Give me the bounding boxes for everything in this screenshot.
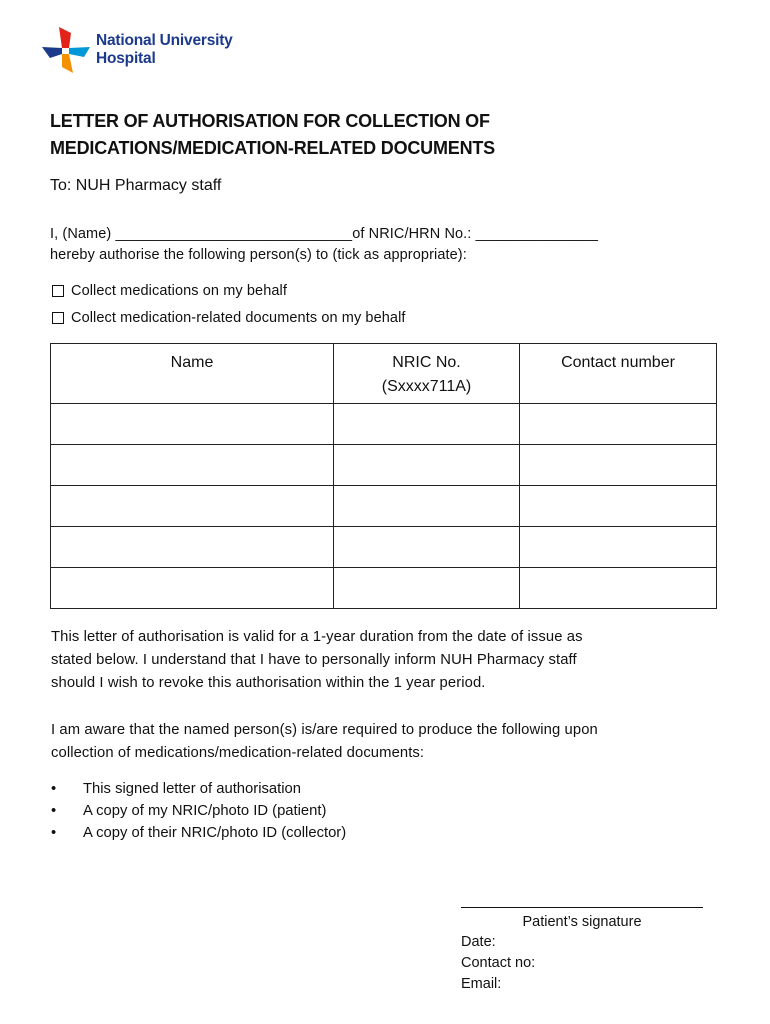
- nric-cell[interactable]: [334, 445, 520, 486]
- nric-cell[interactable]: [334, 527, 520, 568]
- header-name: Name: [51, 344, 334, 404]
- name-cell[interactable]: [51, 527, 334, 568]
- nric-cell[interactable]: [334, 404, 520, 445]
- list-item: [51, 822, 346, 844]
- table-row: [51, 486, 717, 527]
- name-cell[interactable]: [51, 568, 334, 609]
- checkbox-medications[interactable]: [52, 285, 64, 297]
- option-collect-documents[interactable]: [50, 310, 406, 326]
- header-nric: [334, 344, 520, 404]
- bullet-icon: •: [51, 781, 57, 797]
- table-row: [51, 445, 717, 486]
- table-row: [51, 568, 717, 609]
- header-contact: Contact number: [520, 344, 717, 404]
- validity-line-3: should I wish to revoke this authorisation within the 1 year period.: [51, 675, 486, 691]
- awareness-line-1: I am aware that the named person(s) is/are required to produce the following upon: [51, 722, 598, 738]
- nric-cell[interactable]: [334, 568, 520, 609]
- nuh-logo-icon: [40, 26, 92, 74]
- contact-cell[interactable]: [520, 404, 717, 445]
- header-nric-line-2: (Sxxxx711A): [381, 378, 472, 395]
- awareness-paragraph: [51, 719, 691, 765]
- table-header-row: [51, 344, 717, 404]
- requirement-text: This signed letter of authorisation: [83, 781, 301, 797]
- signature-block: [461, 907, 703, 995]
- validity-line-1: This letter of authorisation is valid for a 1-year duration from the date of issue as: [51, 629, 583, 645]
- validity-paragraph: [51, 626, 691, 695]
- name-cell[interactable]: [51, 404, 334, 445]
- name-cell[interactable]: [51, 486, 334, 527]
- logo-line-2: Hospital: [96, 50, 156, 67]
- nric-cell[interactable]: [334, 486, 520, 527]
- option-label: Collect medication-related documents on my behalf: [71, 310, 406, 326]
- list-item: [51, 778, 346, 800]
- signature-label: Patient’s signature: [522, 914, 642, 930]
- bullet-icon: •: [51, 803, 57, 819]
- recipient-line: To: NUH Pharmacy staff: [50, 177, 222, 194]
- requirements-list: [51, 778, 346, 844]
- nuh-logo: [40, 26, 233, 74]
- option-label: Collect medications on my behalf: [71, 283, 287, 299]
- contact-cell[interactable]: [520, 527, 717, 568]
- list-item: [51, 800, 346, 822]
- validity-line-2: stated below. I understand that I have to personally inform NUH Pharmacy staff: [51, 652, 577, 668]
- contact-no-field: Contact no:: [461, 955, 536, 971]
- logo-line-1: National University: [96, 32, 233, 49]
- declaration-line-2: hereby authorise the following person(s) to (tick as appropriate):: [50, 247, 467, 263]
- header-nric-line-1: NRIC No.: [392, 354, 461, 371]
- collector-table: [50, 343, 717, 609]
- checkbox-documents[interactable]: [52, 312, 64, 324]
- email-field: Email:: [461, 976, 502, 992]
- contact-cell[interactable]: [520, 486, 717, 527]
- title-line-2: MEDICATIONS/MEDICATION-RELATED DOCUMENTS: [50, 138, 495, 158]
- name-cell[interactable]: [51, 445, 334, 486]
- table-row: [51, 404, 717, 445]
- requirement-text: A copy of my NRIC/photo ID (patient): [83, 803, 327, 819]
- logo-text: [96, 32, 233, 68]
- contact-cell[interactable]: [520, 445, 717, 486]
- awareness-line-2: collection of medications/medication-related documents:: [51, 745, 425, 761]
- signature-line[interactable]: [461, 907, 703, 908]
- contact-cell[interactable]: [520, 568, 717, 609]
- requirement-text: A copy of their NRIC/photo ID (collector): [83, 825, 347, 841]
- declaration-line-1: I, (Name) _____________________________of NRIC/HRN No.: _______________: [50, 226, 599, 242]
- date-field: Date:: [461, 934, 496, 950]
- table-row: [51, 527, 717, 568]
- bullet-icon: •: [51, 825, 57, 841]
- title-line-1: LETTER OF AUTHORISATION FOR COLLECTION OF: [50, 111, 490, 131]
- document-title: [50, 108, 670, 162]
- option-collect-medications[interactable]: [50, 283, 287, 299]
